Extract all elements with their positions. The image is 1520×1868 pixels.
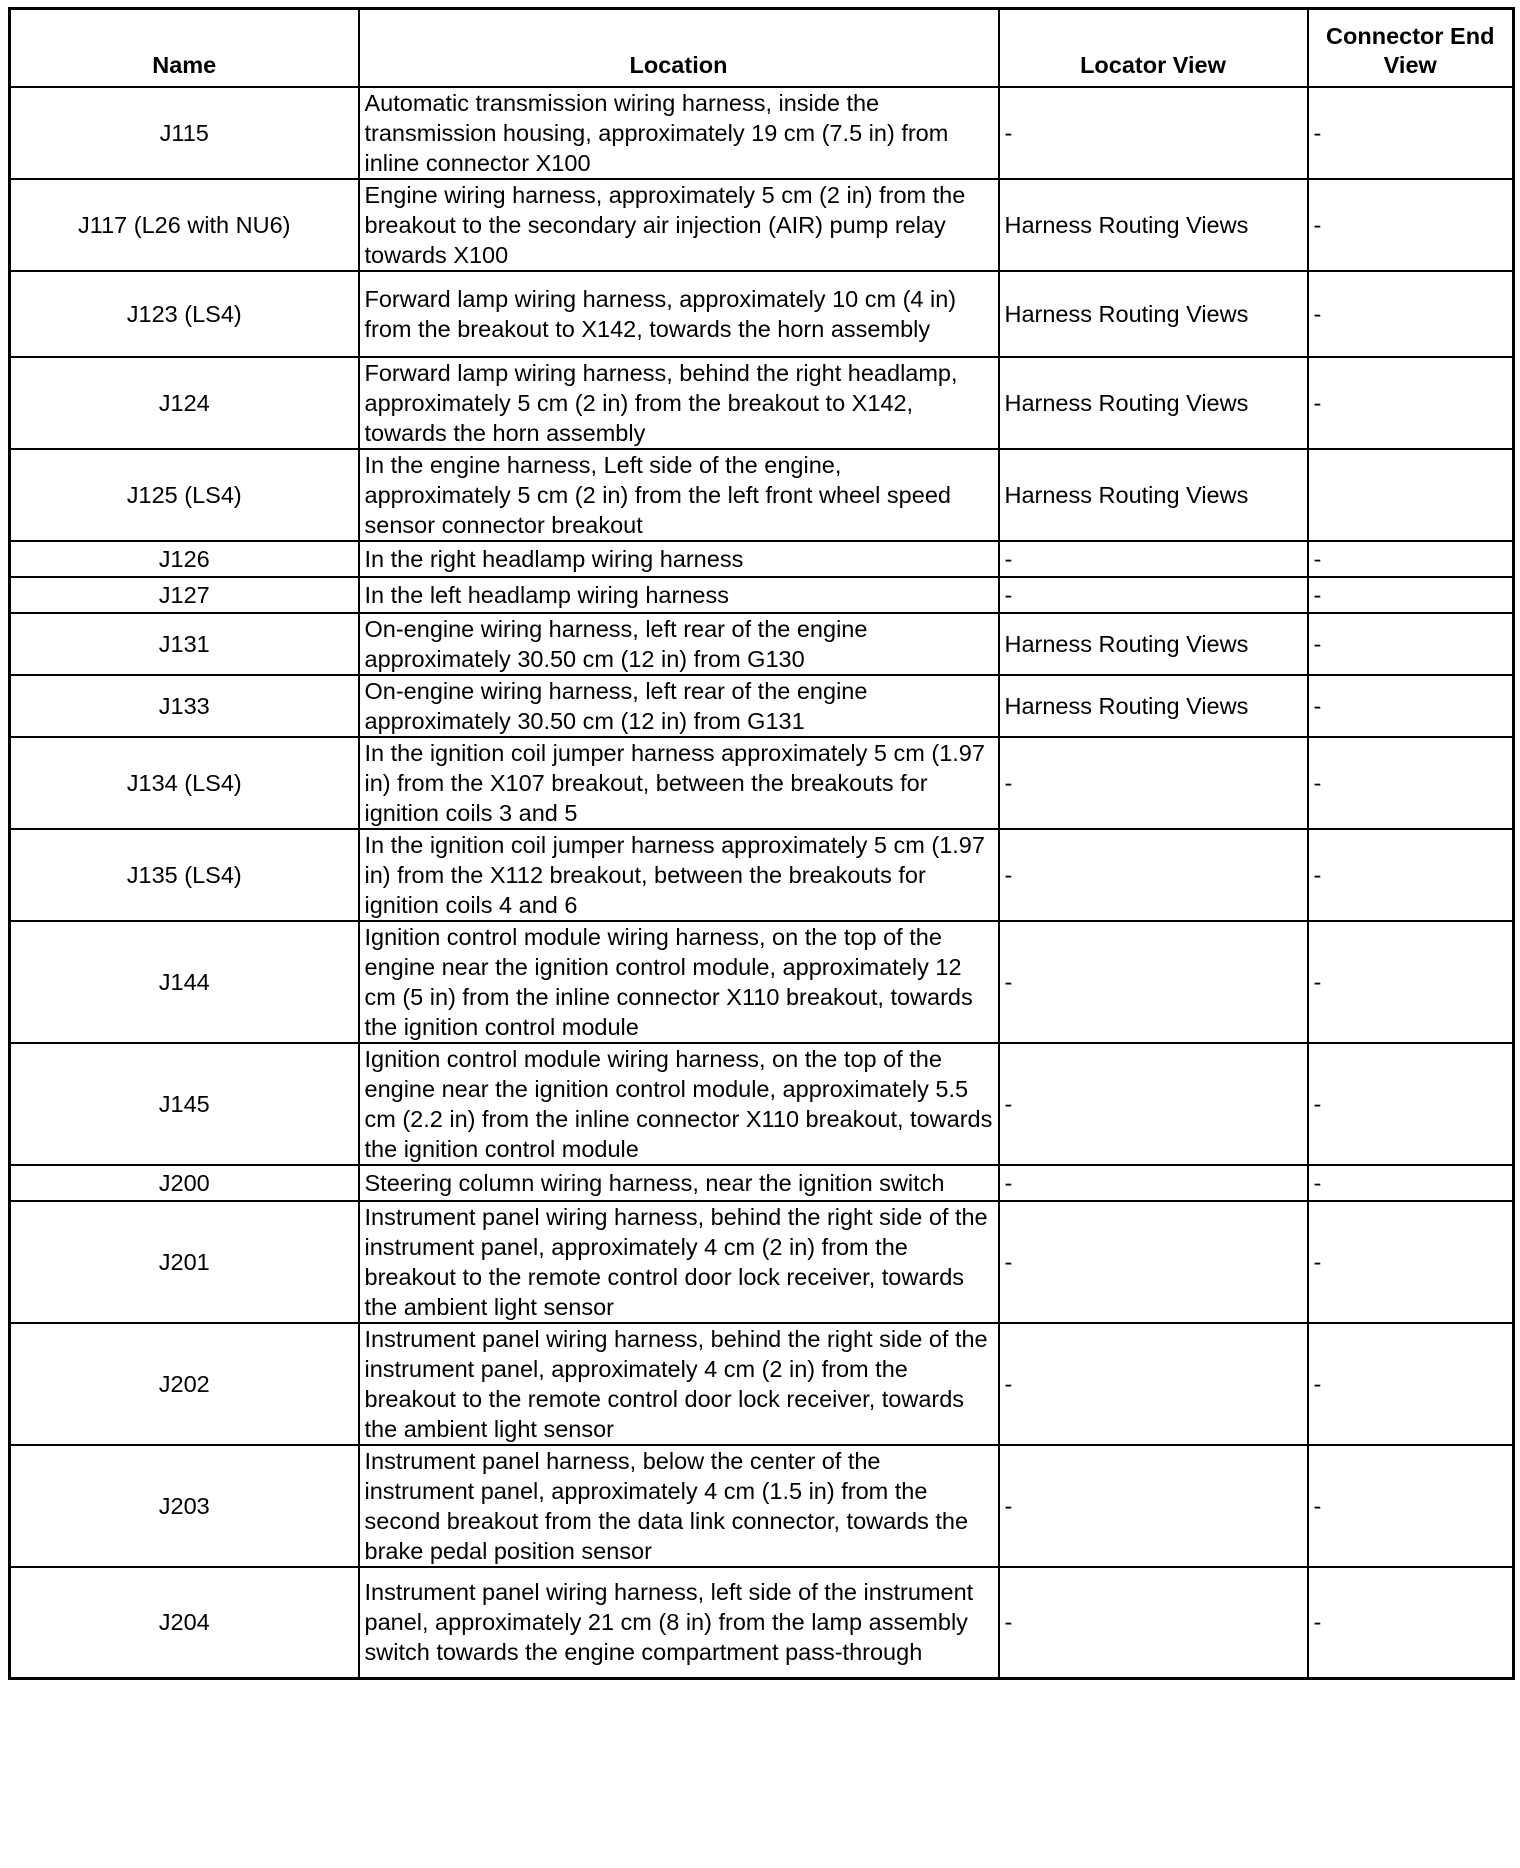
table-cell-locator-view: - <box>999 829 1308 921</box>
table-cell-name: J127 <box>10 577 359 613</box>
table-cell-location: On-engine wiring harness, left rear of the engine approximately 30.50 cm (12 in) from G130 <box>359 613 999 675</box>
header-name: Name <box>10 9 359 88</box>
table-row <box>10 613 1514 675</box>
table-cell-connector-end-view: - <box>1308 1323 1514 1445</box>
table-cell-location: Forward lamp wiring harness, approximately 10 cm (4 in) from the breakout to X142, towards the horn assembly <box>359 271 999 357</box>
table-row <box>10 357 1514 449</box>
table-row <box>10 271 1514 357</box>
table-cell-locator-view: - <box>999 1567 1308 1678</box>
table-row <box>10 87 1514 179</box>
table-cell-locator-view: Harness Routing Views <box>999 357 1308 449</box>
table-cell-connector-end-view: - <box>1308 1445 1514 1567</box>
table-cell-name: J145 <box>10 1043 359 1165</box>
table-cell-name: J124 <box>10 357 359 449</box>
table-cell-connector-end-view: - <box>1308 1567 1514 1678</box>
table-row <box>10 1445 1514 1567</box>
table-cell-connector-end-view: - <box>1308 921 1514 1043</box>
table-cell-locator-view: Harness Routing Views <box>999 675 1308 737</box>
table-cell-locator-view: - <box>999 1043 1308 1165</box>
table-row <box>10 541 1514 577</box>
table-cell-locator-view: Harness Routing Views <box>999 179 1308 271</box>
table-cell-locator-view: - <box>999 577 1308 613</box>
table-row <box>10 1043 1514 1165</box>
table-cell-location: Forward lamp wiring harness, behind the right headlamp, approximately 5 cm (2 in) from the breakout to X142, towards the horn assembly <box>359 357 999 449</box>
table-cell-locator-view: - <box>999 1445 1308 1567</box>
table-cell-location: In the engine harness, Left side of the engine, approximately 5 cm (2 in) from the left front wheel speed sensor connector breakout <box>359 449 999 541</box>
table-cell-location: On-engine wiring harness, left rear of the engine approximately 30.50 cm (12 in) from G131 <box>359 675 999 737</box>
table-cell-locator-view: - <box>999 1323 1308 1445</box>
table-cell-location: In the ignition coil jumper harness approximately 5 cm (1.97 in) from the X107 breakout, between the breakouts for ignition coils 3 and 5 <box>359 737 999 829</box>
table-cell-connector-end-view: - <box>1308 1165 1514 1201</box>
table-cell-name: J201 <box>10 1201 359 1323</box>
table-cell-location: Engine wiring harness, approximately 5 cm (2 in) from the breakout to the secondary air injection (AIR) pump relay towards X100 <box>359 179 999 271</box>
table-cell-connector-end-view: - <box>1308 675 1514 737</box>
table-cell-connector-end-view <box>1308 449 1514 541</box>
table-cell-name: J117 (L26 with NU6) <box>10 179 359 271</box>
table-cell-location: Steering column wiring harness, near the ignition switch <box>359 1165 999 1201</box>
table-cell-locator-view: Harness Routing Views <box>999 449 1308 541</box>
table-cell-locator-view: Harness Routing Views <box>999 613 1308 675</box>
header-location: Location <box>359 9 999 88</box>
table-cell-connector-end-view: - <box>1308 87 1514 179</box>
table-cell-connector-end-view: - <box>1308 357 1514 449</box>
splice-location-table-container <box>8 7 1512 1680</box>
table-cell-locator-view: - <box>999 1201 1308 1323</box>
table-cell-name: J131 <box>10 613 359 675</box>
table-cell-connector-end-view: - <box>1308 179 1514 271</box>
table-cell-name: J135 (LS4) <box>10 829 359 921</box>
table-cell-connector-end-view: - <box>1308 1043 1514 1165</box>
table-row <box>10 921 1514 1043</box>
table-cell-name: J202 <box>10 1323 359 1445</box>
table-cell-locator-view: Harness Routing Views <box>999 271 1308 357</box>
table-cell-locator-view: - <box>999 921 1308 1043</box>
table-cell-name: J115 <box>10 87 359 179</box>
table-cell-location: Ignition control module wiring harness, on the top of the engine near the ignition control module, approximately 12 cm (5 in) from the inline connector X110 breakout, towards the ignition control module <box>359 921 999 1043</box>
table-cell-connector-end-view: - <box>1308 737 1514 829</box>
table-cell-locator-view: - <box>999 87 1308 179</box>
table-cell-location: Instrument panel harness, below the center of the instrument panel, approximately 4 cm (1.5 in) from the second breakout from the data link connector, towards the brake pedal position sensor <box>359 1445 999 1567</box>
table-row <box>10 449 1514 541</box>
table-row <box>10 577 1514 613</box>
table-row <box>10 1201 1514 1323</box>
table-cell-name: J200 <box>10 1165 359 1201</box>
table-cell-location: In the ignition coil jumper harness approximately 5 cm (1.97 in) from the X112 breakout, between the breakouts for ignition coils 4 and 6 <box>359 829 999 921</box>
table-cell-location: Automatic transmission wiring harness, inside the transmission housing, approximately 19 cm (7.5 in) from inline connector X100 <box>359 87 999 179</box>
table-cell-location: In the left headlamp wiring harness <box>359 577 999 613</box>
table-cell-name: J203 <box>10 1445 359 1567</box>
table-header-row <box>10 9 1514 88</box>
table-cell-connector-end-view: - <box>1308 1201 1514 1323</box>
table-row <box>10 1323 1514 1445</box>
table-row <box>10 737 1514 829</box>
table-cell-connector-end-view: - <box>1308 271 1514 357</box>
table-row <box>10 829 1514 921</box>
table-cell-name: J204 <box>10 1567 359 1678</box>
table-cell-name: J125 (LS4) <box>10 449 359 541</box>
table-cell-connector-end-view: - <box>1308 541 1514 577</box>
table-cell-name: J133 <box>10 675 359 737</box>
table-cell-location: Instrument panel wiring harness, behind the right side of the instrument panel, approximately 4 cm (2 in) from the breakout to the remote control door lock receiver, towards the ambient light sensor <box>359 1201 999 1323</box>
splice-location-table <box>8 7 1515 1680</box>
header-connector-end-view: Connector End View <box>1308 9 1514 88</box>
table-body <box>10 87 1514 1678</box>
table-cell-connector-end-view: - <box>1308 577 1514 613</box>
table-row <box>10 179 1514 271</box>
table-cell-locator-view: - <box>999 541 1308 577</box>
table-cell-name: J123 (LS4) <box>10 271 359 357</box>
table-cell-name: J126 <box>10 541 359 577</box>
header-locator-view: Locator View <box>999 9 1308 88</box>
table-cell-locator-view: - <box>999 1165 1308 1201</box>
table-cell-location: In the right headlamp wiring harness <box>359 541 999 577</box>
table-row <box>10 1567 1514 1678</box>
table-cell-location: Ignition control module wiring harness, on the top of the engine near the ignition control module, approximately 5.5 cm (2.2 in) from the inline connector X110 breakout, towards the ignition control module <box>359 1043 999 1165</box>
table-cell-location: Instrument panel wiring harness, left side of the instrument panel, approximately 21 cm (8 in) from the lamp assembly switch towards the engine compartment pass-through <box>359 1567 999 1678</box>
table-cell-connector-end-view: - <box>1308 613 1514 675</box>
table-cell-locator-view: - <box>999 737 1308 829</box>
table-cell-name: J144 <box>10 921 359 1043</box>
table-cell-name: J134 (LS4) <box>10 737 359 829</box>
table-cell-connector-end-view: - <box>1308 829 1514 921</box>
table-row <box>10 675 1514 737</box>
table-row <box>10 1165 1514 1201</box>
table-cell-location: Instrument panel wiring harness, behind the right side of the instrument panel, approximately 4 cm (2 in) from the breakout to the remote control door lock receiver, towards the ambient light sensor <box>359 1323 999 1445</box>
